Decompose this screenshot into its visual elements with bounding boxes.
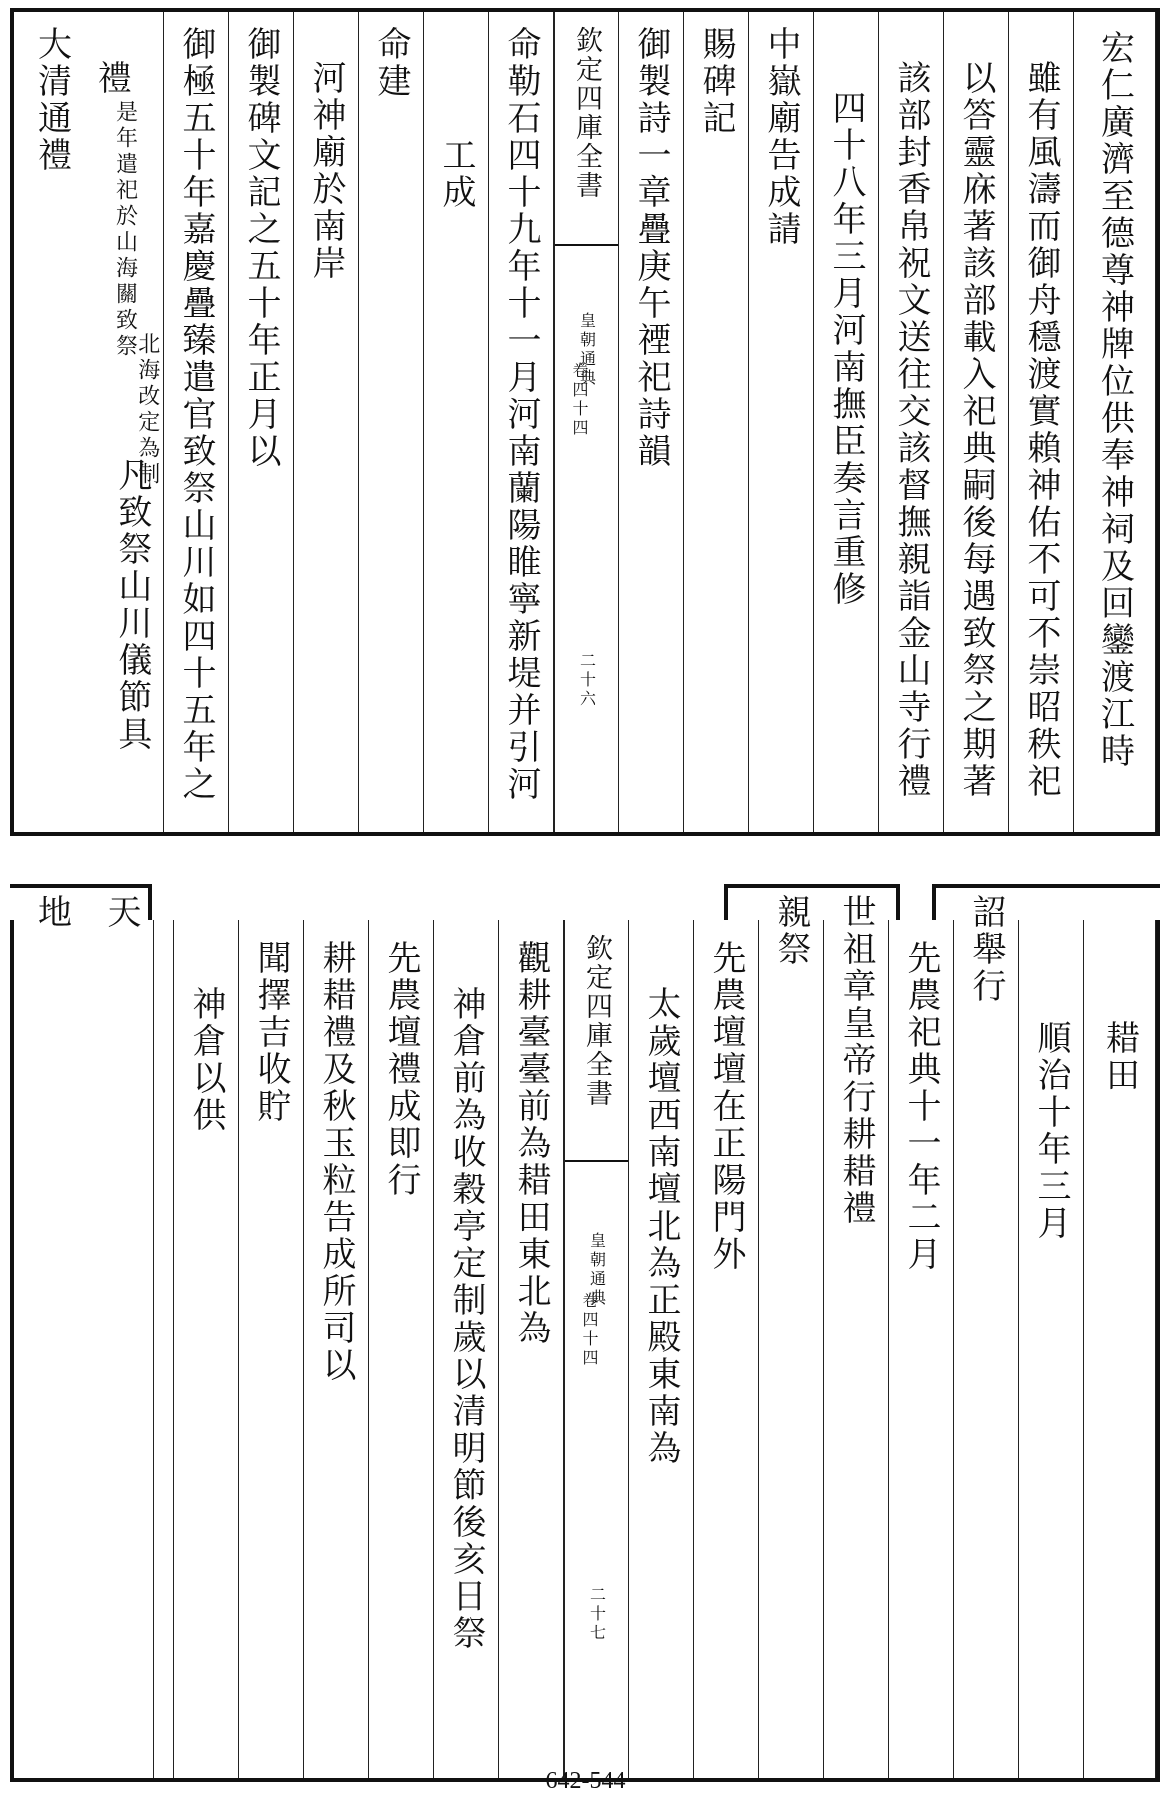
text-column [434,920,499,1778]
text-column [294,12,359,832]
text-column [14,894,89,1778]
column-text: 賜碑記 [696,26,736,137]
column-text: 命勒石四十九年十一月河南蘭陽睢寧新堤并引河 [501,26,541,803]
text-column [229,12,294,832]
border-line [724,884,900,888]
column-text: 御製詩一章疊庚午禋祀詩韻 [631,26,671,470]
text-column [629,920,694,1778]
text-column [14,12,89,832]
column-text: 地 [31,894,72,931]
border-line [724,884,728,924]
book-title: 欽定四庫全書 [581,934,612,1108]
top-page-panel [10,8,1160,836]
annotation-line: 是年遣祀於山海關致祭 [112,100,138,360]
fishtail-mark [565,1160,628,1176]
column-text: 御極五十年嘉慶疊臻遣官致祭山川如四十五年之 [176,26,216,803]
page-number: 二十六 [577,652,597,709]
center-fold-column [554,12,619,832]
text-column [359,12,424,832]
border-line [896,884,900,924]
text-column [619,12,684,832]
text-column [684,12,749,832]
border-line [932,884,936,924]
annotation-line: 北海改定為制 [134,332,160,488]
column-text: 雖有風濤而御舟穩渡實賴神佑不可不崇昭秩祀 [1021,60,1061,800]
column-text: 工成 [436,137,476,211]
text-column [694,920,759,1778]
text-column [759,894,824,1778]
text-column [304,920,369,1778]
border-line [932,884,1160,888]
column-text: 四十八年三月河南撫臣奏言重修 [826,90,866,608]
column-text: 天 [101,894,141,931]
text-column [499,920,564,1778]
empty-column [154,920,174,1778]
text-column [489,12,554,832]
column-text: 觀耕臺臺前為耤田東北為 [511,940,551,1347]
column-text: 禮 [91,60,132,97]
column-text: 先農祀典十一年二月 [901,940,941,1273]
column-text: 該部封香帛祝文送往交該督撫親詣金山寺行禮 [891,60,931,800]
text-column [749,12,814,832]
column-text: 大清通禮 [31,26,72,174]
text-column [239,920,304,1778]
text-column [1084,920,1156,1778]
volume-label: 卷四十四 [569,362,589,438]
column-text: 河神廟於南岸 [306,60,346,282]
column-text: 先農壇壇在正陽門外 [706,940,746,1273]
text-column [889,920,954,1778]
text-column [954,894,1019,1778]
bottom-page-panel [10,894,1160,1782]
text-column [89,894,154,1778]
column-text: 神倉前為收穀亭定制歲以清明節後亥日祭 [446,986,486,1652]
center-fold-column [564,920,629,1778]
column-text: 凡致祭山川儀節具 [111,457,152,753]
column-text: 命建 [371,26,411,100]
column-text: 詔舉行 [966,894,1006,1005]
column-text: 耕耤禮及秋玉粒告成所司以 [316,940,356,1384]
text-column [1009,12,1074,832]
text-column [1074,12,1156,832]
text-column [824,894,889,1778]
text-column [174,920,239,1778]
column-text: 中嶽廟告成請 [761,26,801,248]
column-text: 御製碑文記之五十年正月以 [241,26,281,470]
text-column [369,920,434,1778]
text-column [944,12,1009,832]
column-text: 順治十年三月 [1031,1020,1071,1242]
text-column [164,12,229,832]
column-text: 神倉以供 [186,986,226,1134]
text-column [814,12,879,832]
fishtail-mark [555,244,618,260]
column-text: 宏仁廣濟至德尊神牌位供奉神祠及回鑾渡江時 [1094,30,1135,770]
text-column [1019,920,1084,1778]
column-text: 親祭 [771,894,811,968]
text-column [879,12,944,832]
border-line [10,884,152,888]
column-text: 以答靈庥著該部載入祀典嗣後每遇致祭之期著 [956,60,996,800]
column-text: 耤田 [1099,1020,1140,1094]
column-text: 聞擇吉收貯 [251,940,291,1125]
text-column [424,12,489,832]
text-column [89,12,164,832]
page-number: 二十七 [587,1586,607,1643]
page-footer: 642-544 [545,1768,626,1794]
book-title: 欽定四庫全書 [571,26,602,200]
column-text: 太歲壇西南壇北為正殿東南為 [641,986,681,1467]
volume-label: 卷四十四 [579,1292,599,1368]
section-title: 皇朝通典 [577,312,597,388]
border-line [148,884,152,924]
column-text: 世祖章皇帝行耕耤禮 [836,894,876,1227]
section-title: 皇朝通典 [587,1232,607,1308]
column-text: 先農壇禮成即行 [381,940,421,1199]
